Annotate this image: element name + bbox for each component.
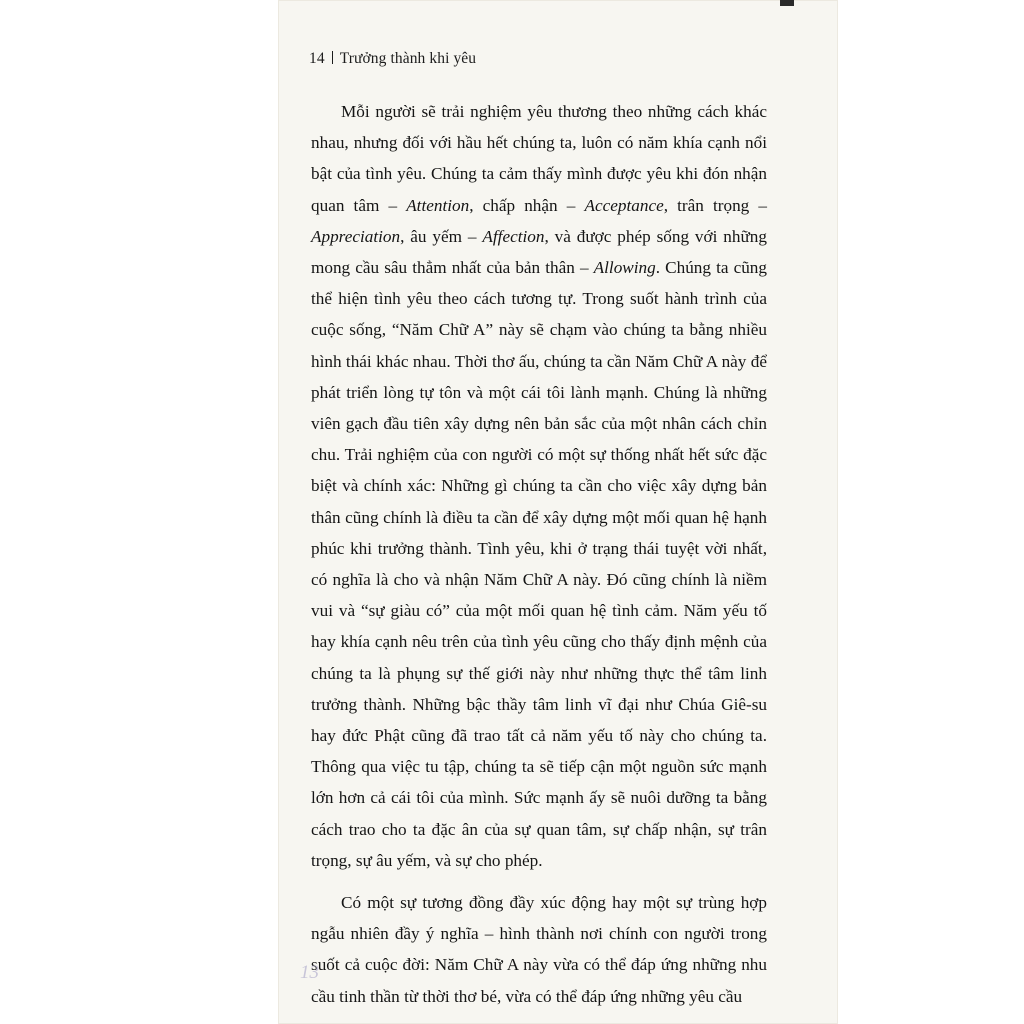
book-title: Trưởng thành khi yêu (339, 50, 477, 67)
page-number: 14 (309, 50, 325, 67)
text-run: , âu yếm – (400, 226, 483, 246)
paragraph (311, 887, 767, 1012)
text-run: , và được phép sống với những mong cầu sâu thẳm nhất của bản thân – (311, 226, 767, 278)
text-run: Có một sự tương đồng đầy xúc động hay một sự trùng hợp ngẫu nhiên đầy ý nghĩa – hình thành nơi chính con người trong suốt cả cuộc đời: Năm Chữ A này vừa có thể đáp ứng những nhu cầu tinh thần từ thời thơ bé, vừa có thể đáp ứng những yêu cầu (311, 893, 767, 1006)
body-text (311, 96, 767, 1012)
italic-term: Affection (482, 226, 545, 246)
italic-term: Attention (406, 195, 470, 215)
italic-term: Acceptance (584, 195, 664, 215)
paragraph (311, 96, 767, 876)
text-run: , chấp nhận – (469, 195, 585, 215)
text-run: Mỗi người sẽ trải nghiệm yêu thương theo những cách khác nhau, nhưng đối với hầu hết chúng ta, luôn có năm khía cạnh nổi bật của tình yêu. Chúng ta cảm thấy mình được yêu khi đón nhận quan tâm – (311, 102, 767, 215)
italic-term: Appreciation (311, 226, 401, 246)
page-edge-mark (780, 0, 794, 6)
text-run: . Chúng ta cũng thể hiện tình yêu theo cách tương tự. Trong suốt hành trình của cuộc sống, “Năm Chữ A” này sẽ chạm vào chúng ta bằng nhiều hình thái khác nhau. Thời thơ ấu, chúng ta cần Năm Chữ A này để phát triển lòng tự tôn và một cái tôi lành mạnh. Chúng là những viên gạch đầu tiên xây dựng nên bản sắc của một nhân cách chỉn chu. Trải nghiệm của con người có một sự thống nhất hết sức đặc biệt và chính xác: Những gì chúng ta cần cho việc xây dựng bản thân cũng chính là điều ta cần để xây dựng một mối quan hệ hạnh phúc khi trưởng thành. Tình yêu, khi ở trạng thái tuyệt vời nhất, có nghĩa là cho và nhận Năm Chữ A này. Đó cũng chính là niềm vui và “sự giàu có” của một mối quan hệ tình cảm. Năm yếu tố hay khía cạnh nêu trên của tình yêu cũng cho thấy định mệnh của chúng ta là phụng sự thế giới này như những thực thể tâm linh trưởng thành. Những bậc thầy tâm linh vĩ đại như Chúa Giê-su hay đức Phật cũng đã trao tất cả năm yếu tố này cho chúng ta. Thông qua việc tu tập, chúng ta sẽ tiếp cận một nguồn sức mạnh lớn hơn cả cái tôi của mình. Sức mạnh ấy sẽ nuôi dưỡng ta bằng cách trao cho ta đặc ân của sự quan tâm, sự chấp nhận, sự trân trọng, sự âu yếm, và sự cho phép. (311, 258, 767, 870)
header-divider (332, 51, 333, 64)
italic-term: Allowing (593, 258, 656, 278)
bleed-through-page-number: 13 (300, 962, 319, 983)
text-run: , trân trọng – (663, 195, 767, 215)
running-header (309, 50, 476, 68)
